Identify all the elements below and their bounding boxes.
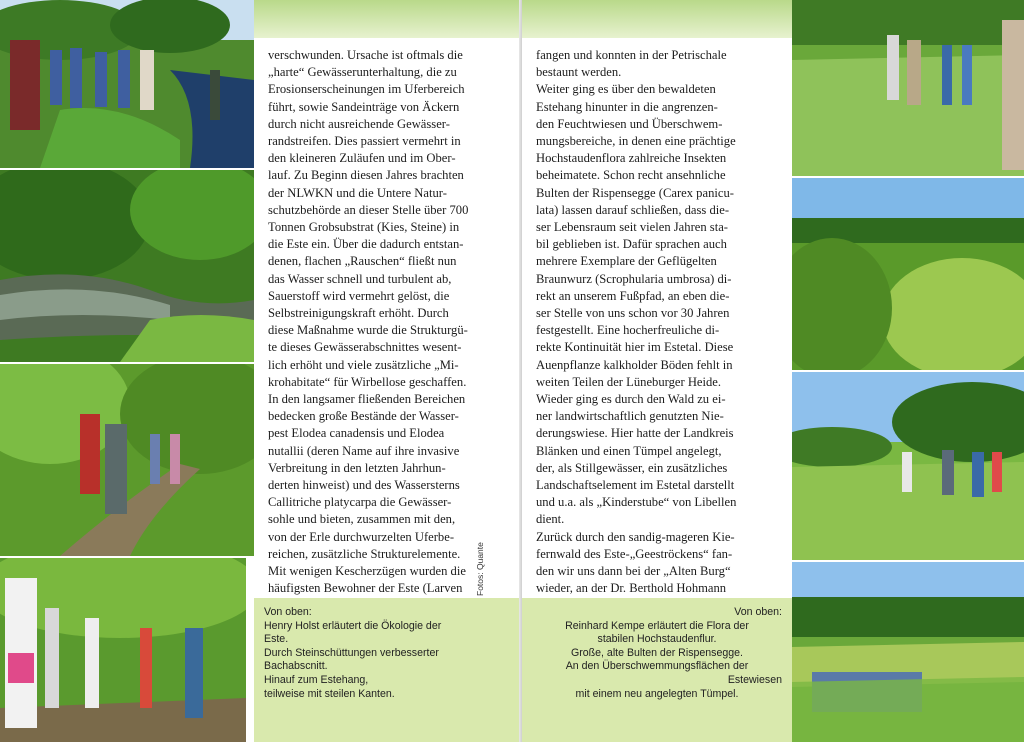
body-line: durch nicht ausreichende Gewässer- xyxy=(268,116,450,131)
body-line: Bulten der Rispensegge (Carex panicu- xyxy=(536,185,734,200)
body-line: Erosionserscheinungen im Uferbereich xyxy=(268,82,465,97)
right-body-text xyxy=(536,47,778,595)
body-line: den kleineren Zuläufen und im Ober- xyxy=(268,151,456,166)
body-line: ner landwirtschaftlich genutzten Nie- xyxy=(536,409,724,424)
body-line: Weiter ging es über den bewaldeten xyxy=(536,82,716,97)
left-text-page xyxy=(254,0,522,742)
photo-group-at-wet-meadow xyxy=(792,372,1024,560)
photo-group-in-meadow xyxy=(792,0,1024,176)
body-line: festgestellt. Eine hocherfreuliche di- xyxy=(536,323,720,338)
caption-line: Henry Holst erläutert die Ökologie der xyxy=(264,619,442,632)
caption-line: Estewiesen xyxy=(727,673,782,686)
body-line: Hochstaudenflora zahlreiche Insekten xyxy=(536,151,727,166)
photo-new-pond xyxy=(792,562,1024,742)
body-line: Tonnen Grobsubstrat (Kies, Steine) in xyxy=(268,220,460,235)
body-line: te dieses Gewässerabschnittes wesent- xyxy=(268,340,462,355)
body-line: schutzbehörde an dieser Stelle über 700 xyxy=(268,202,469,217)
caption-line: Große, alte Bulten der Rispensegge. xyxy=(571,646,743,659)
caption-line: An den Überschwemmungsflächen der xyxy=(565,660,749,673)
body-line: Zurück durch den sandig-mageren Kie- xyxy=(536,529,735,544)
body-line: bestaunt werden. xyxy=(536,65,622,80)
body-line: und u.a. als „Kinderstube“ von Libellen xyxy=(536,495,737,510)
body-line: häufigsten Bewohner der Este (Larven xyxy=(268,581,463,595)
body-line: randstreifen. Dies passiert vermehrt in xyxy=(268,134,461,149)
body-line: Braunwurz (Scrophularia umbrosa) di- xyxy=(536,271,732,286)
body-line: führt, sowie Sandeinträge von Äckern xyxy=(268,99,460,114)
body-line: Sauerstoff wird vermehrt gelöst, die xyxy=(268,288,450,303)
right-photo-caption xyxy=(522,598,792,742)
body-line: der NLWKN und die Untere Natur- xyxy=(268,185,447,200)
photo-path-up-hillside xyxy=(0,364,254,556)
body-line: fangen und konnten in der Petrischale xyxy=(536,48,727,62)
body-line: Estehang hinunter in die angrenzen- xyxy=(536,99,718,114)
caption-line: Hinauf zum Estehang, xyxy=(264,673,369,686)
body-line: Blänken und einen Tümpel angelegt, xyxy=(536,443,722,458)
body-line: bedecken große Bestände der Wasser- xyxy=(268,409,459,424)
caption-line: Bachabscnitt. xyxy=(264,660,328,673)
body-line: den Feuchtwiesen und Überschwem- xyxy=(536,116,723,131)
caption-line: Este. xyxy=(264,633,289,646)
photo-group-on-forest-path xyxy=(0,558,246,742)
right-text-page xyxy=(522,0,792,742)
body-line: mungsbereiche, in denen eine prächtige xyxy=(536,134,736,149)
photo-group-by-stream xyxy=(0,0,254,168)
caption-line: Von oben: xyxy=(734,606,782,618)
caption-line: teilweise mit steilen Kanten. xyxy=(264,687,395,700)
body-line: ser Stelle von uns schon vor 30 Jahren xyxy=(536,306,730,321)
body-line: Wieder ging es durch den Wald zu ei- xyxy=(536,392,726,407)
body-line: „harte“ Gewässerunterhaltung, die zu xyxy=(268,65,457,80)
body-line: derungswiese. Hier hatte der Landkreis xyxy=(536,426,734,441)
body-line: krohabitate“ für Wirbellose geschaffen. xyxy=(268,374,467,389)
body-line: bil geblieben ist. Dafür sprachen auch xyxy=(536,237,727,252)
photo-sedge-tussocks xyxy=(792,178,1024,370)
body-line: In den langsamer fließenden Bereichen xyxy=(268,392,466,407)
page-header-band xyxy=(254,0,522,38)
body-line: sohle und bieten, zusammen mit den, xyxy=(268,512,456,527)
body-line: Auenpflanze kalkholder Böden fehlt in xyxy=(536,357,733,372)
body-line: Mit wenigen Kescherzügen wurden die xyxy=(268,564,466,579)
body-line: lauf. Zu Beginn diesen Jahres brachten xyxy=(268,168,464,183)
body-line: diese Maßnahme wurde die Strukturgü- xyxy=(268,323,468,338)
body-line: pest Elodea canadensis und Elodea xyxy=(268,426,445,441)
body-line: reichen, zusätzliche Strukturelemente. xyxy=(268,546,461,561)
body-line: der, als Stillgewässer, ein zusätzliches xyxy=(536,460,728,475)
body-line: verschwunden. Ursache ist oftmals die xyxy=(268,48,463,62)
page-header-band xyxy=(522,0,792,38)
photo-stream-stone-riffle xyxy=(0,170,254,362)
body-line: den wir uns dann bei der „Alten Burg“ xyxy=(536,564,731,579)
body-line: beheimatete. Schon recht ansehnliche xyxy=(536,168,726,183)
caption-line: stabilen Hochstaudenflur. xyxy=(597,633,717,646)
body-line: ser Lebensraum seit vielen Jahren sta- xyxy=(536,220,728,235)
body-line: lich erhöht und viele zusätzliche „Mi- xyxy=(268,357,459,372)
body-line: lata) lassen darauf schließen, dass die- xyxy=(536,202,730,217)
photo-credit: Fotos: Quante xyxy=(475,542,485,596)
body-line: dient. xyxy=(536,512,565,527)
caption-line: mit einem neu angelegten Tümpel. xyxy=(575,687,739,700)
body-line: denen, flachen „Rauschen“ fließt nun xyxy=(268,254,457,269)
caption-line: Von oben: xyxy=(264,606,312,618)
body-line: Landschaftselement im Estetal darstellt xyxy=(536,478,735,493)
body-line: Selbstreinigungskraft erhöht. Durch xyxy=(268,306,449,321)
body-line: wieder, an der Dr. Berthold Hohmann xyxy=(536,581,727,595)
body-line: rekt an unserem Fußpfad, an eben die- xyxy=(536,288,730,303)
caption-line: Durch Steinschüttungen verbesserter xyxy=(264,646,439,659)
body-line: derten hinweist) und des Wassersterns xyxy=(268,478,460,493)
left-body-text xyxy=(268,47,508,595)
caption-line: Reinhard Kempe erläutert die Flora der xyxy=(565,619,749,632)
body-line: Verbreitung in den letzten Jahrhun- xyxy=(268,460,446,475)
body-line: nutallii (deren Name auf ihre invasive xyxy=(268,443,460,458)
body-line: rekte Kontinuität hier im Estetal. Diese xyxy=(536,340,734,355)
left-photo-caption xyxy=(254,598,522,742)
body-line: mehrere Exemplare der Geflügelten xyxy=(536,254,717,269)
body-line: Callitriche platycarpa die Gewässer- xyxy=(268,495,452,510)
body-line: die Este ein. Über die dadurch entstan- xyxy=(268,237,464,252)
body-line: das Wasser schnell und turbulent ab, xyxy=(268,271,452,286)
body-line: fernwald des Este-„Geeströckens“ fan- xyxy=(536,546,733,561)
body-line: von der Erle durchwurzelten Uferbe- xyxy=(268,529,455,544)
body-line: weiten Teilen der Lüneburger Heide. xyxy=(536,374,722,389)
